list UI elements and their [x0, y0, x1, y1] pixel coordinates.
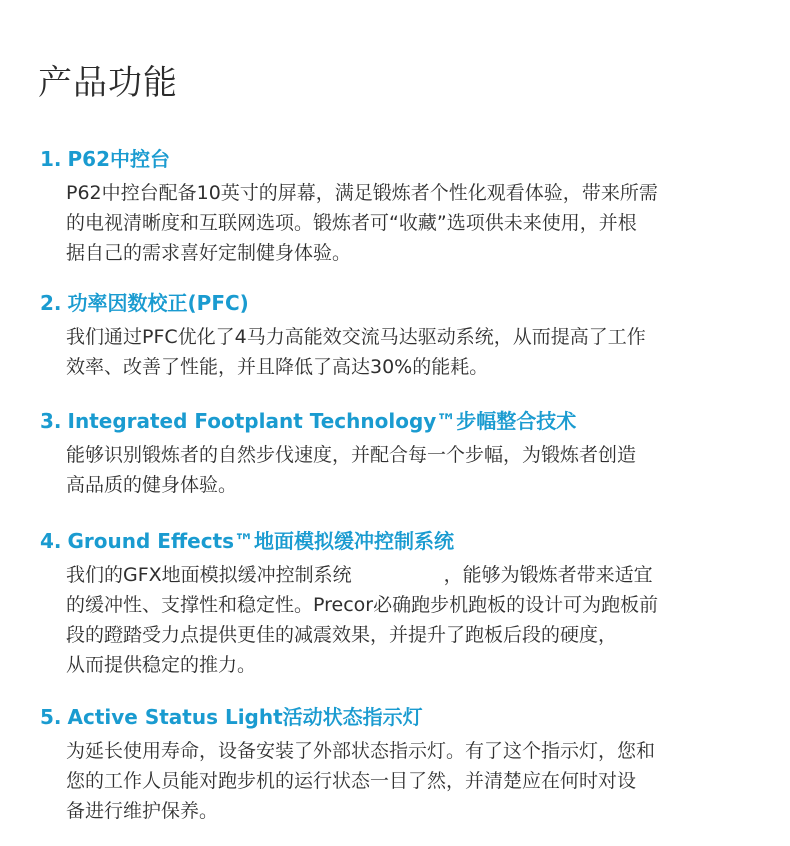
feature-description	[66, 560, 760, 680]
feature-number: 5.	[40, 705, 62, 729]
description-line: 从而提供稳定的推力。	[66, 654, 257, 676]
description-line: 效率、改善了性能，并且降低了高达30%的能耗。	[66, 356, 489, 378]
description-line: 高品质的健身体验。	[66, 474, 238, 496]
description-line: 我们通过PFC优化了4马力高能效交流马达驱动系统，从而提高了工作	[66, 326, 646, 348]
description-line: 的缓冲性、支撑性和稳定性。Precor必确跑步机跑板的设计可为跑板前	[66, 594, 659, 616]
description-line	[66, 560, 760, 590]
feature-number: 1.	[40, 147, 62, 171]
feature-item-active-status-light	[40, 704, 760, 826]
feature-item-ground-effects	[40, 528, 760, 680]
feature-number: 3.	[40, 409, 62, 433]
feature-description	[66, 322, 760, 382]
description-line: 据自己的需求喜好定制健身体验。	[66, 242, 352, 264]
feature-item-footplant-technology	[40, 408, 760, 500]
feature-title: 功率因数校正(PFC)	[67, 291, 249, 315]
feature-title: P62中控台	[67, 147, 171, 171]
feature-item-p62-console	[40, 146, 760, 268]
description-text: ，能够为锻炼者带来适宜	[443, 564, 653, 586]
feature-title: Integrated Footplant Technology™步幅整合技术	[67, 409, 577, 433]
feature-heading	[40, 408, 760, 434]
feature-heading	[40, 704, 760, 730]
feature-item-pfc	[40, 290, 760, 382]
description-line: 您的工作人员能对跑步机的运行状态一目了然，并清楚应在何时对设	[66, 770, 637, 792]
feature-number: 2.	[40, 291, 62, 315]
feature-heading	[40, 146, 760, 172]
description-line: 为延长使用寿命，设备安装了外部状态指示灯。有了这个指示灯，您和	[66, 740, 656, 762]
feature-number: 4.	[40, 529, 62, 553]
description-line: 的电视清晰度和互联网选项。锻炼者可“收藏”选项供未来使用，并根	[66, 212, 637, 234]
page-title: 产品功能	[38, 63, 178, 103]
feature-heading	[40, 528, 760, 554]
description-line: 备进行维护保养。	[66, 800, 219, 822]
feature-title: Ground Effects™地面模拟缓冲控制系统	[67, 529, 455, 553]
feature-description	[66, 178, 760, 268]
feature-description	[66, 440, 760, 500]
description-text: 我们的GFX地面模拟缓冲控制系统	[66, 564, 352, 586]
description-line: 能够识别锻炼者的自然步伐速度，并配合每一个步幅，为锻炼者创造	[66, 444, 637, 466]
feature-title: Active Status Light活动状态指示灯	[67, 705, 423, 729]
description-line: P62中控台配备10英寸的屏幕，满足锻炼者个性化观看体验，带来所需	[66, 182, 658, 204]
feature-description	[66, 736, 760, 826]
feature-heading	[40, 290, 760, 316]
description-line: 段的蹬踏受力点提供更佳的减震效果，并提升了跑板后段的硬度，	[66, 624, 618, 646]
